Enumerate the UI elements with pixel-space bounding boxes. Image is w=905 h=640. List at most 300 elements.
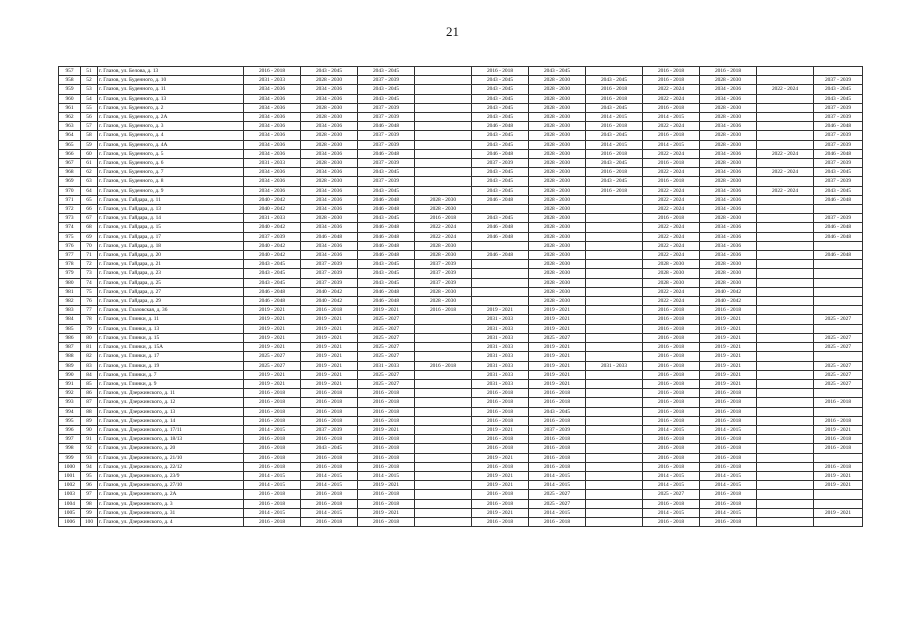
table-row [59, 269, 863, 278]
period-cell: 2016 - 2018 [529, 398, 586, 407]
period-cell: 2022 - 2024 [643, 122, 700, 131]
period-cell: 2016 - 2018 [643, 398, 700, 407]
table-row [59, 471, 863, 480]
period-cell: 2014 - 2015 [643, 471, 700, 480]
row-number-cell: 957 [59, 67, 81, 76]
address-cell: г. Глазов, ул. Гайдара, д. 25 [98, 278, 244, 287]
row-number-cell: 972 [59, 205, 81, 214]
period-cell: 2028 - 2030 [529, 241, 586, 250]
period-cell: 2046 - 2048 [472, 232, 529, 241]
period-cell [415, 131, 472, 140]
table-row [59, 333, 863, 342]
period-cell: 2016 - 2018 [301, 398, 358, 407]
row-number-cell: 977 [59, 251, 81, 260]
period-cell: 2034 - 2036 [700, 94, 757, 103]
period-cell: 2034 - 2036 [301, 241, 358, 250]
period-cell [757, 333, 814, 342]
period-cell [814, 407, 863, 416]
period-cell: 2016 - 2018 [472, 416, 529, 425]
address-cell: г. Глазов, ул. Буденного, д. 4 [98, 131, 244, 140]
local-number-cell: 79 [81, 324, 98, 333]
period-cell: 2028 - 2030 [301, 113, 358, 122]
row-number-cell: 973 [59, 214, 81, 223]
table-row [59, 241, 863, 250]
period-cell: 2040 - 2042 [301, 287, 358, 296]
period-cell: 2034 - 2036 [700, 251, 757, 260]
period-cell: 2022 - 2024 [643, 223, 700, 232]
period-cell: 2028 - 2030 [301, 140, 358, 149]
address-cell: г. Глазов, ул. Гайдара, д. 18 [98, 241, 244, 250]
period-cell: 2043 - 2045 [358, 94, 415, 103]
period-cell [757, 361, 814, 370]
period-cell: 2046 - 2048 [358, 223, 415, 232]
period-cell: 2037 - 2039 [814, 214, 863, 223]
local-number-cell: 91 [81, 435, 98, 444]
period-cell: 2016 - 2018 [643, 324, 700, 333]
period-cell: 2019 - 2021 [700, 333, 757, 342]
period-cell [757, 370, 814, 379]
period-cell: 2043 - 2045 [301, 444, 358, 453]
period-cell: 2028 - 2030 [529, 195, 586, 204]
period-cell: 2031 - 2033 [472, 379, 529, 388]
period-cell: 2046 - 2048 [814, 122, 863, 131]
period-cell: 2025 - 2027 [358, 370, 415, 379]
period-cell: 2037 - 2039 [814, 131, 863, 140]
address-cell: г. Глазов, ул. Дзержинского, д. 18/13 [98, 435, 244, 444]
row-number-cell: 1006 [59, 517, 81, 526]
period-cell: 2016 - 2018 [643, 407, 700, 416]
period-cell: 2046 - 2048 [358, 232, 415, 241]
period-cell: 2016 - 2018 [244, 67, 301, 76]
period-cell: 2046 - 2048 [358, 297, 415, 306]
period-cell [757, 453, 814, 462]
period-cell: 2028 - 2030 [415, 195, 472, 204]
period-cell: 2034 - 2036 [700, 85, 757, 94]
period-cell: 2019 - 2021 [301, 315, 358, 324]
row-number-cell: 958 [59, 76, 81, 85]
period-cell: 2016 - 2018 [814, 435, 863, 444]
period-cell: 2016 - 2018 [301, 416, 358, 425]
period-cell: 2019 - 2021 [472, 425, 529, 434]
period-cell: 2028 - 2030 [529, 131, 586, 140]
period-cell: 2016 - 2018 [643, 444, 700, 453]
row-number-cell: 970 [59, 186, 81, 195]
address-cell: г. Глазов, ул. Гайдара, д. 21 [98, 260, 244, 269]
table-row [59, 113, 863, 122]
period-cell: 2046 - 2048 [301, 232, 358, 241]
period-cell [814, 205, 863, 214]
address-cell: г. Глазов, ул. Буденного, д. 6 [98, 159, 244, 168]
period-cell [586, 435, 643, 444]
period-cell: 2016 - 2018 [586, 85, 643, 94]
period-cell: 2046 - 2048 [472, 223, 529, 232]
address-cell: г. Глазов, ул. Гайдара, д. 15 [98, 223, 244, 232]
period-cell [586, 416, 643, 425]
period-cell: 2016 - 2018 [472, 407, 529, 416]
period-cell: 2043 - 2045 [358, 269, 415, 278]
period-cell: 2031 - 2033 [244, 159, 301, 168]
period-cell: 2034 - 2036 [700, 149, 757, 158]
period-cell: 2016 - 2018 [643, 76, 700, 85]
address-cell: г. Глазов, ул. Буденного, д. 5 [98, 149, 244, 158]
period-cell: 2031 - 2033 [244, 214, 301, 223]
period-cell: 2037 - 2039 [814, 76, 863, 85]
local-number-cell: 73 [81, 269, 98, 278]
row-number-cell: 985 [59, 324, 81, 333]
period-cell [586, 398, 643, 407]
address-cell: г. Глазов, ул. Дзержинского, д. 12 [98, 398, 244, 407]
period-cell: 2028 - 2030 [700, 140, 757, 149]
period-cell: 2034 - 2036 [700, 186, 757, 195]
row-number-cell: 993 [59, 398, 81, 407]
period-cell: 2019 - 2021 [301, 352, 358, 361]
period-cell: 2028 - 2030 [529, 159, 586, 168]
local-number-cell: 96 [81, 481, 98, 490]
table-row [59, 232, 863, 241]
address-cell: г. Глазов, ул. Дзержинского, д. 4 [98, 517, 244, 526]
row-number-cell: 997 [59, 435, 81, 444]
period-cell: 2019 - 2021 [244, 315, 301, 324]
local-number-cell: 69 [81, 232, 98, 241]
period-cell: 2016 - 2018 [301, 306, 358, 315]
period-cell [757, 444, 814, 453]
period-cell [757, 260, 814, 269]
table-row [59, 260, 863, 269]
period-cell: 2019 - 2021 [529, 361, 586, 370]
period-cell: 2025 - 2027 [814, 333, 863, 342]
table-row [59, 149, 863, 158]
period-cell: 2043 - 2045 [472, 177, 529, 186]
row-number-cell: 959 [59, 85, 81, 94]
period-cell: 2016 - 2018 [415, 214, 472, 223]
period-cell [415, 159, 472, 168]
period-cell: 2043 - 2045 [472, 131, 529, 140]
period-cell: 2022 - 2024 [757, 149, 814, 158]
period-cell: 2019 - 2021 [700, 315, 757, 324]
row-number-cell: 996 [59, 425, 81, 434]
period-cell: 2016 - 2018 [586, 168, 643, 177]
table-row [59, 379, 863, 388]
period-cell: 2016 - 2018 [700, 389, 757, 398]
period-cell: 2043 - 2045 [472, 140, 529, 149]
period-cell: 2016 - 2018 [358, 499, 415, 508]
period-cell: 2022 - 2024 [415, 223, 472, 232]
period-cell: 2014 - 2015 [586, 113, 643, 122]
table-row [59, 122, 863, 131]
period-cell: 2025 - 2027 [358, 315, 415, 324]
period-cell: 2031 - 2033 [358, 361, 415, 370]
period-cell: 2046 - 2048 [472, 251, 529, 260]
table-row [59, 444, 863, 453]
period-cell: 2037 - 2039 [415, 260, 472, 269]
period-cell: 2031 - 2033 [586, 361, 643, 370]
table-row [59, 297, 863, 306]
address-cell: г. Глазов, ул. Буденного, д. 2 [98, 103, 244, 112]
period-cell: 2016 - 2018 [472, 398, 529, 407]
period-cell [415, 103, 472, 112]
period-cell [415, 67, 472, 76]
period-cell [415, 315, 472, 324]
period-cell [472, 260, 529, 269]
period-cell: 2016 - 2018 [643, 499, 700, 508]
address-cell: г. Глазов, ул. Дзержинского, д. 11 [98, 389, 244, 398]
period-cell: 2043 - 2045 [814, 94, 863, 103]
period-cell: 2028 - 2030 [700, 103, 757, 112]
period-cell [586, 453, 643, 462]
period-cell: 2046 - 2048 [472, 149, 529, 158]
table-row [59, 481, 863, 490]
period-cell: 2014 - 2015 [301, 471, 358, 480]
period-cell: 2016 - 2018 [643, 159, 700, 168]
period-cell: 2019 - 2021 [814, 508, 863, 517]
period-cell [586, 508, 643, 517]
period-cell: 2028 - 2030 [700, 113, 757, 122]
local-number-cell: 66 [81, 205, 98, 214]
period-cell [757, 122, 814, 131]
period-cell: 2034 - 2036 [301, 223, 358, 232]
period-cell: 2034 - 2036 [301, 205, 358, 214]
period-cell: 2014 - 2015 [529, 471, 586, 480]
period-cell: 2028 - 2030 [415, 297, 472, 306]
period-cell: 2031 - 2033 [472, 315, 529, 324]
schedule-table [58, 66, 863, 527]
period-cell: 2043 - 2045 [358, 85, 415, 94]
address-cell: г. Глазов, ул. Дзержинского, д. 27/10 [98, 481, 244, 490]
period-cell: 2016 - 2018 [643, 343, 700, 352]
period-cell: 2046 - 2048 [472, 195, 529, 204]
period-cell [757, 324, 814, 333]
period-cell: 2025 - 2027 [529, 333, 586, 342]
period-cell: 2016 - 2018 [814, 444, 863, 453]
period-cell: 2046 - 2048 [358, 241, 415, 250]
period-cell [757, 407, 814, 416]
period-cell: 2037 - 2039 [358, 113, 415, 122]
period-cell: 2019 - 2021 [301, 370, 358, 379]
period-cell: 2043 - 2045 [358, 67, 415, 76]
address-cell: г. Глазов, ул. Буденного, д. 11 [98, 85, 244, 94]
period-cell: 2016 - 2018 [244, 444, 301, 453]
table-row [59, 315, 863, 324]
period-cell [415, 407, 472, 416]
period-cell: 2016 - 2018 [529, 389, 586, 398]
period-cell: 2043 - 2045 [586, 76, 643, 85]
period-cell [757, 214, 814, 223]
period-cell: 2016 - 2018 [529, 462, 586, 471]
period-cell [415, 462, 472, 471]
period-cell: 2034 - 2036 [301, 149, 358, 158]
table-row [59, 195, 863, 204]
period-cell [586, 481, 643, 490]
period-cell: 2025 - 2027 [814, 370, 863, 379]
period-cell: 2016 - 2018 [643, 103, 700, 112]
period-cell: 2016 - 2018 [529, 444, 586, 453]
period-cell: 2034 - 2036 [244, 94, 301, 103]
schedule-table-body [59, 67, 863, 527]
period-cell: 2014 - 2015 [700, 425, 757, 434]
period-cell [814, 241, 863, 250]
period-cell: 2014 - 2015 [586, 140, 643, 149]
local-number-cell: 60 [81, 149, 98, 158]
period-cell: 2016 - 2018 [244, 453, 301, 462]
period-cell [586, 370, 643, 379]
period-cell: 2028 - 2030 [643, 269, 700, 278]
address-cell: г. Глазов, ул. Дзержинского, д. 13 [98, 407, 244, 416]
local-number-cell: 93 [81, 453, 98, 462]
local-number-cell: 62 [81, 168, 98, 177]
row-number-cell: 960 [59, 94, 81, 103]
local-number-cell: 53 [81, 85, 98, 94]
period-cell: 2016 - 2018 [301, 517, 358, 526]
address-cell: г. Глазов, ул. Дзержинского, д. 21/10 [98, 453, 244, 462]
period-cell: 2025 - 2027 [358, 333, 415, 342]
period-cell: 2028 - 2030 [301, 76, 358, 85]
local-number-cell: 67 [81, 214, 98, 223]
period-cell: 2043 - 2045 [244, 278, 301, 287]
period-cell: 2019 - 2021 [700, 379, 757, 388]
period-cell [586, 324, 643, 333]
period-cell [415, 94, 472, 103]
table-row [59, 453, 863, 462]
period-cell [814, 269, 863, 278]
period-cell: 2016 - 2018 [529, 416, 586, 425]
period-cell [415, 76, 472, 85]
period-cell: 2016 - 2018 [472, 435, 529, 444]
address-cell: г. Глазов, ул. Дзержинского, д. 17/11 [98, 425, 244, 434]
period-cell: 2028 - 2030 [529, 232, 586, 241]
period-cell: 2028 - 2030 [529, 113, 586, 122]
period-cell: 2034 - 2036 [244, 168, 301, 177]
period-cell [757, 297, 814, 306]
page-number: 21 [446, 24, 459, 39]
period-cell: 2028 - 2030 [301, 214, 358, 223]
period-cell: 2016 - 2018 [700, 407, 757, 416]
period-cell: 2025 - 2027 [358, 324, 415, 333]
period-cell: 2028 - 2030 [529, 269, 586, 278]
period-cell: 2016 - 2018 [814, 416, 863, 425]
table-row [59, 177, 863, 186]
period-cell: 2019 - 2021 [301, 333, 358, 342]
period-cell [757, 398, 814, 407]
local-number-cell: 100 [81, 517, 98, 526]
period-cell [757, 94, 814, 103]
period-cell: 2043 - 2045 [472, 186, 529, 195]
row-number-cell: 971 [59, 195, 81, 204]
period-cell [586, 379, 643, 388]
period-cell [415, 508, 472, 517]
period-cell [814, 352, 863, 361]
period-cell: 2034 - 2036 [301, 94, 358, 103]
period-cell [757, 131, 814, 140]
period-cell: 2014 - 2015 [244, 508, 301, 517]
period-cell: 2016 - 2018 [643, 361, 700, 370]
period-cell [415, 370, 472, 379]
local-number-cell: 97 [81, 490, 98, 499]
period-cell: 2016 - 2018 [301, 407, 358, 416]
row-number-cell: 979 [59, 269, 81, 278]
local-number-cell: 68 [81, 223, 98, 232]
period-cell: 2046 - 2048 [358, 149, 415, 158]
period-cell [757, 278, 814, 287]
period-cell: 2028 - 2030 [529, 140, 586, 149]
period-cell [586, 352, 643, 361]
period-cell: 2046 - 2048 [358, 122, 415, 131]
period-cell [472, 205, 529, 214]
period-cell: 2028 - 2030 [529, 223, 586, 232]
period-cell [757, 232, 814, 241]
period-cell: 2016 - 2018 [244, 398, 301, 407]
period-cell: 2028 - 2030 [529, 122, 586, 131]
period-cell: 2034 - 2036 [700, 168, 757, 177]
period-cell [814, 324, 863, 333]
period-cell [415, 416, 472, 425]
period-cell: 2016 - 2018 [244, 407, 301, 416]
period-cell: 2014 - 2015 [301, 508, 358, 517]
period-cell: 2014 - 2015 [700, 508, 757, 517]
period-cell [586, 297, 643, 306]
period-cell: 2028 - 2030 [700, 260, 757, 269]
period-cell: 2019 - 2021 [529, 343, 586, 352]
period-cell: 2016 - 2018 [472, 490, 529, 499]
period-cell: 2016 - 2018 [244, 490, 301, 499]
period-cell: 2037 - 2039 [814, 177, 863, 186]
period-cell [415, 149, 472, 158]
period-cell: 2028 - 2030 [529, 168, 586, 177]
period-cell: 2028 - 2030 [700, 177, 757, 186]
period-cell [415, 168, 472, 177]
row-number-cell: 976 [59, 241, 81, 250]
period-cell: 2019 - 2021 [244, 379, 301, 388]
period-cell: 2037 - 2039 [244, 232, 301, 241]
period-cell: 2043 - 2045 [244, 269, 301, 278]
row-number-cell: 961 [59, 103, 81, 112]
period-cell: 2040 - 2042 [244, 195, 301, 204]
table-row [59, 251, 863, 260]
period-cell: 2028 - 2030 [529, 287, 586, 296]
period-cell: 2043 - 2045 [358, 168, 415, 177]
period-cell: 2014 - 2015 [643, 481, 700, 490]
period-cell: 2016 - 2018 [814, 462, 863, 471]
period-cell: 2034 - 2036 [244, 113, 301, 122]
local-number-cell: 80 [81, 333, 98, 342]
period-cell [757, 517, 814, 526]
local-number-cell: 56 [81, 113, 98, 122]
period-cell: 2016 - 2018 [244, 389, 301, 398]
period-cell: 2031 - 2033 [472, 370, 529, 379]
row-number-cell: 969 [59, 177, 81, 186]
row-number-cell: 980 [59, 278, 81, 287]
period-cell: 2019 - 2021 [472, 481, 529, 490]
period-cell [757, 481, 814, 490]
period-cell: 2016 - 2018 [472, 444, 529, 453]
table-row [59, 131, 863, 140]
period-cell: 2016 - 2018 [700, 435, 757, 444]
table-row [59, 462, 863, 471]
period-cell: 2043 - 2045 [586, 131, 643, 140]
period-cell: 2014 - 2015 [643, 508, 700, 517]
period-cell [757, 76, 814, 85]
period-cell: 2014 - 2015 [244, 425, 301, 434]
table-row [59, 499, 863, 508]
row-number-cell: 998 [59, 444, 81, 453]
table-row [59, 103, 863, 112]
address-cell: г. Глазов, ул. Глинки, д. 15А [98, 343, 244, 352]
period-cell [757, 113, 814, 122]
period-cell [757, 490, 814, 499]
period-cell [415, 379, 472, 388]
period-cell: 2019 - 2021 [529, 306, 586, 315]
period-cell [415, 389, 472, 398]
period-cell [814, 287, 863, 296]
